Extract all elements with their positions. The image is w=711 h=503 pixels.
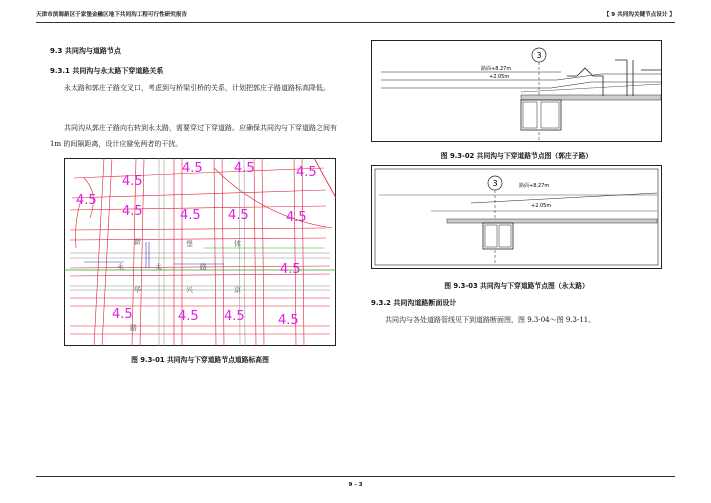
elevation-label: 4.5 — [286, 210, 307, 225]
figure-road-elevation-map — [64, 158, 336, 346]
figure-yongtai-section — [371, 165, 662, 269]
elevation-label: 4.5 — [178, 309, 199, 324]
paragraph-1: 永太路和郭庄子路交叉口，考虑到与桥梁引桥的关系，计划把郭庄子路道路标高降低。 — [64, 84, 330, 92]
road-char: 新 — [134, 238, 141, 246]
road-char: 永 — [117, 263, 124, 271]
elevation-label: 4.5 — [296, 165, 317, 180]
figure-03-caption: 图 9.3-03 共同沟与下穿道路节点图（永太路） — [444, 282, 589, 290]
page-number: 9 - 3 — [348, 482, 363, 488]
paragraph-2: 共同沟从郭庄子路向右转到永太路，需要穿过下穿道路。应确保共同沟与下穿道路之间有 1m 的间隔距离，设计应避免两者的干扰。 — [50, 124, 337, 148]
road-char: 京 — [234, 286, 241, 294]
section-marker: 3 — [492, 179, 498, 188]
header-divider — [36, 22, 675, 23]
header-chapter: 【 9 共同沟关键节点设计 】 — [603, 12, 675, 18]
elevation-label: 4.5 — [122, 204, 143, 219]
elevation-label: 4.5 — [76, 193, 97, 208]
road-char: 路 — [200, 263, 207, 271]
elevation-label: 4.5 — [182, 161, 203, 176]
road-char: 体 — [234, 240, 241, 248]
road-char: 华 — [134, 286, 141, 294]
elevation-label: 4.5 — [234, 161, 255, 176]
road-surface-label: 路面+8.27m — [519, 183, 550, 189]
section-heading-9-3: 9.3 共同沟与道路节点 — [50, 47, 121, 55]
elevation-label: +2.05m — [531, 203, 552, 209]
elevation-label: 4.5 — [278, 313, 299, 328]
figure-guozhuangzi-section — [371, 40, 662, 142]
section-marker: 3 — [536, 51, 542, 60]
road-surface-label: 路面+8.27m — [481, 66, 512, 72]
section-heading-9-3-1: 9.3.1 共同沟与永太路下穿道路关系 — [50, 67, 164, 75]
section-heading-9-3-2: 9.3.2 共同沟道路断面设计 — [371, 299, 457, 307]
elevation-label: 4.5 — [122, 174, 143, 189]
figure-01-caption: 图 9.3-01 共同沟与下穿道路节点道路标高图 — [131, 356, 269, 364]
paragraph-3: 共同沟与各处道路管线见下到道路断面图，图 9.3-04～图 9.3-11。 — [385, 316, 596, 324]
elevation-label: 4.5 — [180, 208, 201, 223]
elevation-label: +2.05m — [489, 74, 510, 80]
road-char: 太 — [155, 263, 162, 271]
elevation-label: 4.5 — [224, 309, 245, 324]
page-header — [36, 10, 675, 22]
elevation-label: 4.5 — [112, 307, 133, 322]
figure-02-caption: 图 9.3-02 共同沟与下穿道路节点图（郭庄子路） — [440, 152, 593, 160]
elevation-label: 4.5 — [228, 208, 249, 223]
footer-divider — [36, 476, 675, 477]
road-char: 堡 — [186, 240, 193, 248]
road-char: 兴 — [186, 286, 193, 294]
header-title: 天津市滨海新区于家堡金融区地下共同沟工程可行性研究报告 — [36, 12, 188, 18]
road-char: 路 — [130, 324, 137, 332]
elevation-label: 4.5 — [280, 262, 301, 277]
